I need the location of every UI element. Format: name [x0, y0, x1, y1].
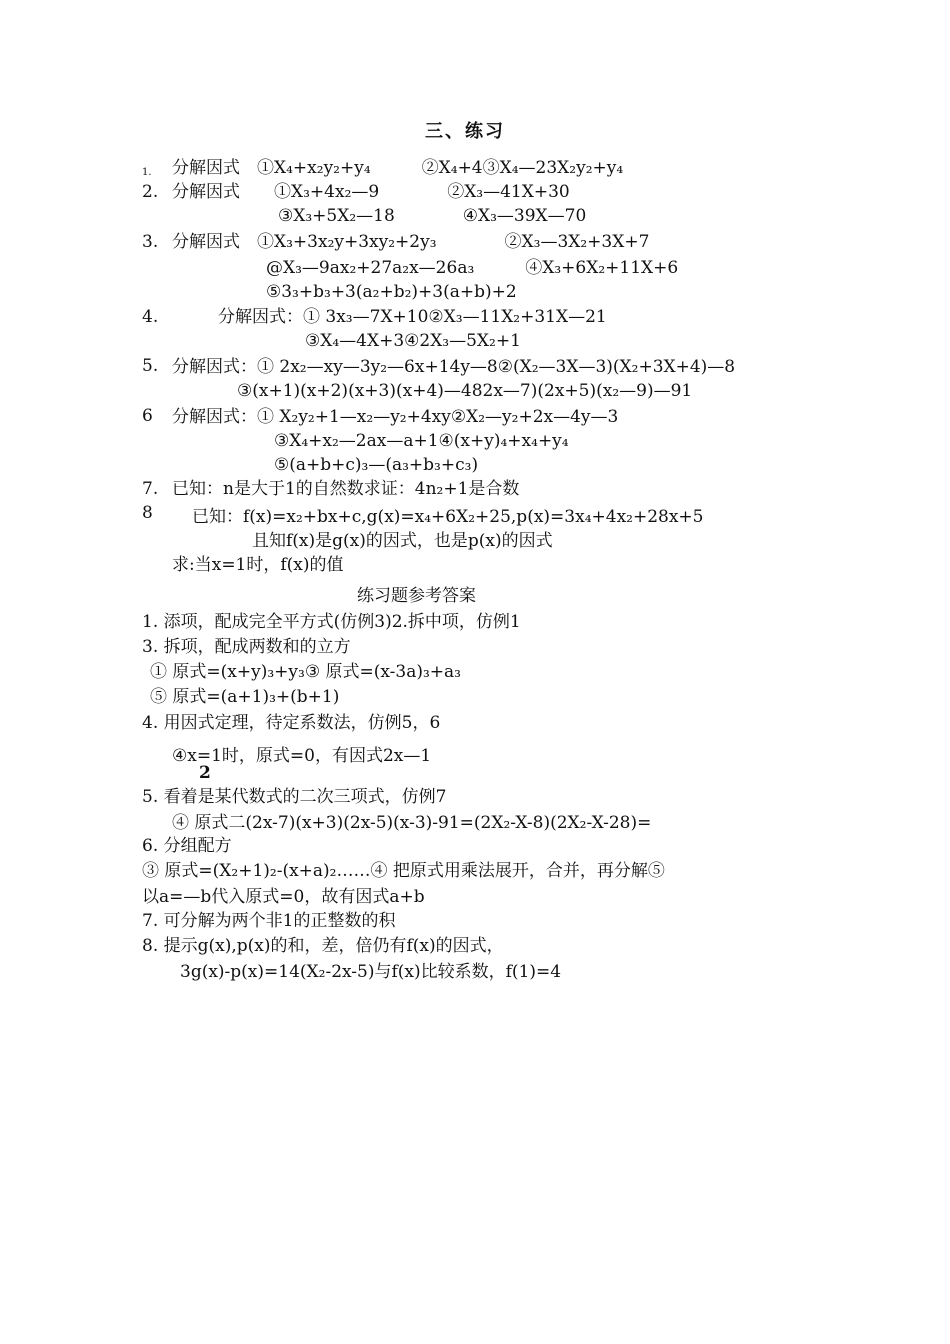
exercise-line: 分解因式 ①X₄+x₂y₂+y₄ ②X₄+4③X₄—23X₂y₂+y₄ [172, 158, 624, 178]
answer-line: ⑤ 原式=(a+1)₃+(b+1) [150, 687, 340, 707]
exercise-line: 且知f(x)是g(x)的因式，也是p(x)的因式 [252, 531, 553, 551]
exercise-line: 分解因式：① 3x₃—7X+10②X₃—11X₂+31X—21 [218, 307, 607, 327]
exercise-line: ③X₄+x₂—2ax—a+1④(x+y)₄+x₄+y₄ [274, 431, 569, 451]
answer-line: 4. 用因式定理，待定系数法，仿例5，6 [142, 713, 441, 733]
exercise-number: 4. [142, 307, 159, 327]
exercise-number: 7. [142, 479, 159, 499]
exercise-line: 分解因式：① X₂y₂+1—x₂—y₂+4xy②X₂—y₂+2x—4y—3 [172, 407, 619, 427]
answer-line: 1. 添项，配成完全平方式(仿例3)2.拆中项，仿例1 [142, 612, 521, 632]
answer-line: ④ 原式二(2x-7)(x+3)(2x-5)(x-3)-91=(2X₂-X-8)(2X₂-X-28)= [172, 813, 652, 833]
exercise-number: 8 [142, 503, 153, 523]
answer-line: 5. 看着是某代数式的二次三项式，仿例7 [142, 787, 447, 807]
answers-title: 练习题参考答案 [357, 586, 476, 606]
answer-line: 7. 可分解为两个非1的正整数的积 [142, 911, 396, 931]
answer-line: ④x=1时，原式=0，有因式2x—1 [172, 746, 432, 766]
exercise-line: ⑤3₃+b₃+3(a₂+b₂)+3(a+b)+2 [266, 282, 517, 302]
answer-line: 6. 分组配方 [142, 836, 232, 856]
exercise-number: 3. [142, 232, 159, 252]
exercise-line: 分解因式：① 2x₂—xy—3y₂—6x+14y—8②(X₂—3X—3)(X₂+3X+4)—8 [172, 357, 736, 377]
exercise-line: @X₃—9ax₂+27a₂x—26a₃ ④X₃+6X₂+11X+6 [266, 258, 679, 278]
answer-line: ③ 原式=(X₂+1)₂-(x+a)₂……④ 把原式用乘法展开，合并，再分解⑤ [142, 861, 665, 881]
exercise-line: 分解因式 ①X₃+3x₂y+3xy₂+2y₃ ②X₃—3X₂+3X+7 [172, 232, 650, 252]
exercise-line: ③X₃+5X₂—18 ④X₃—39X—70 [278, 206, 587, 226]
answer-line: 以a=—b代入原式=0，故有因式a+b [142, 887, 425, 907]
exercise-line: ⑤(a+b+c)₃—(a₃+b₃+c₃) [274, 455, 479, 475]
exercise-number: 1. [142, 167, 152, 178]
answer-fraction-denominator: 2 [199, 763, 211, 783]
exercise-number: 6 [142, 406, 153, 426]
exercise-line: 已知：n是大于1的自然数求证：4n₂+1是合数 [172, 479, 520, 499]
answer-line: 3g(x)-p(x)=14(X₂-2x-5)与f(x)比较系数，f(1)=4 [180, 962, 562, 982]
exercise-number: 2. [142, 182, 159, 202]
answer-line: 3. 拆项，配成两数和的立方 [142, 637, 351, 657]
exercise-number: 5. [142, 356, 159, 376]
exercise-line: 分解因式 ①X₃+4x₂—9 ②X₃—41X+30 [172, 182, 570, 202]
answer-line: 8. 提示g(x),p(x)的和，差，倍仍有f(x)的因式， [142, 936, 504, 956]
exercise-line: ③(x+1)(x+2)(x+3)(x+4)—482x—7)(2x+5)(x₂—9)—91 [237, 381, 693, 401]
exercise-line: ③X₄—4X+3④2X₃—5X₂+1 [305, 331, 521, 351]
answer-line: ① 原式=(x+y)₃+y₃③ 原式=(x-3a)₃+a₃ [150, 662, 461, 682]
exercise-line: 求:当x=1时，f(x)的值 [172, 555, 344, 575]
section-title: 三、练习 [425, 121, 505, 142]
exercise-line: 已知：f(x)=x₂+bx+c,g(x)=x₄+6X₂+25,p(x)=3x₄+4x₂+28x+5 [192, 507, 704, 527]
